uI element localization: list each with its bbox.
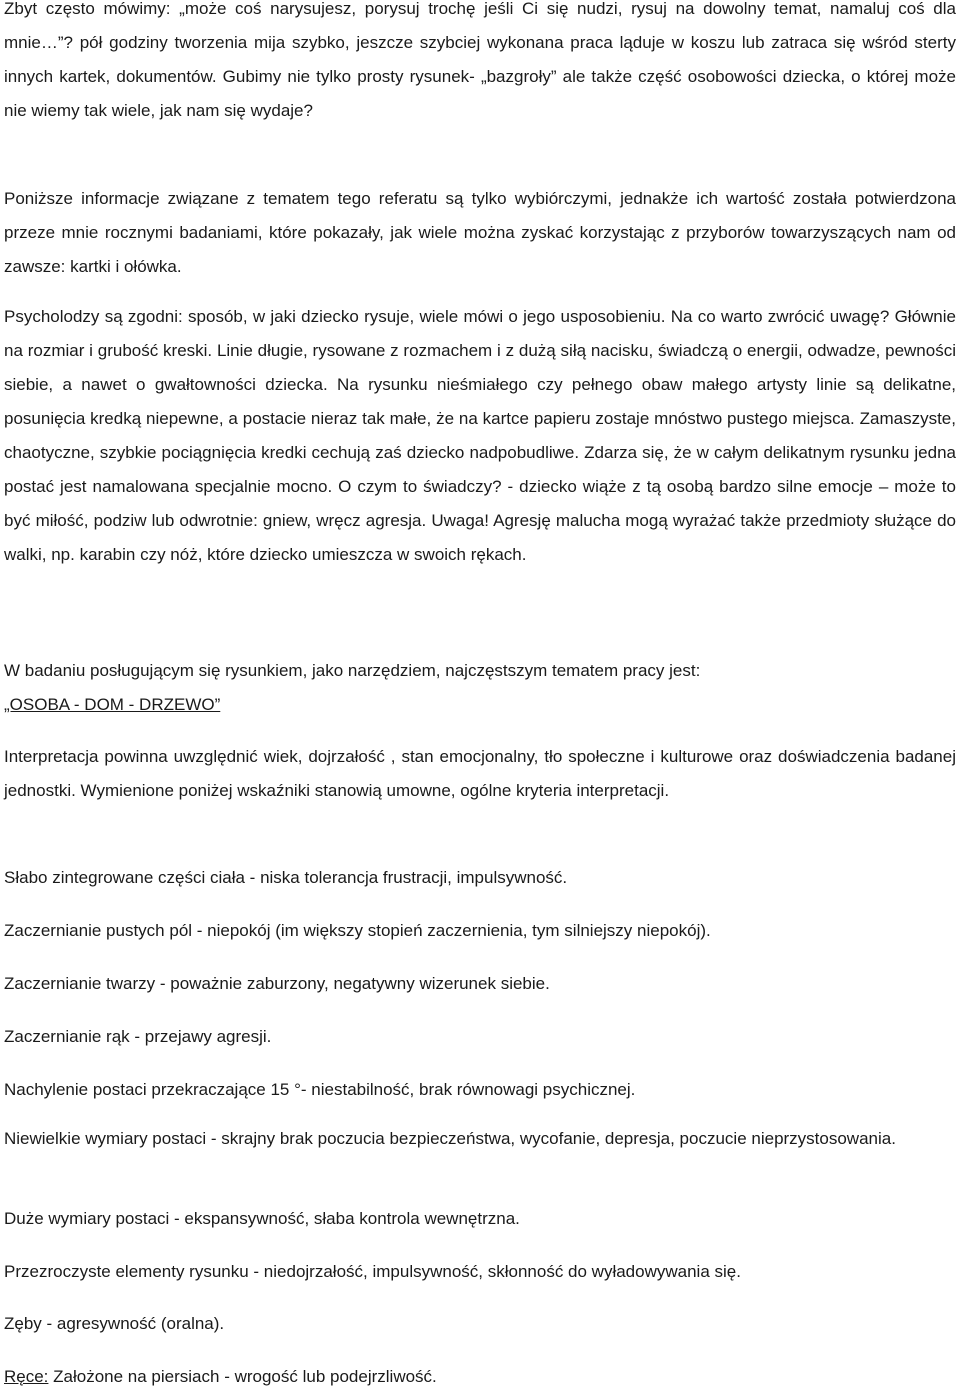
psychology-paragraph: Psycholodzy są zgodni: sposób, w jaki dziecko rysuje, wiele mówi o jego usposobieniu. Na co warto zwrócić uwagę? Głównie na rozmiar i grubość kreski. Linie długie, rysowane z rozmachem i z dużą siłą nacisku, świadczą o energii, odwadze, pewności siebie, a nawet o gwałtowności dziecka. Na rysunku nieśmiałego czy pełnego obaw małego artysty linie są delikatne, posunięcia kredką niepewne, a postacie nieraz tak małe, że na kartce papieru zostaje mnóstwo pustego miejsca. Zamaszyste, chaotyczne, szybkie pociągnięcia kredki cechują zaś dziecko nadpobudliwe. Zdarza się, że w całym delikatnym rysunku jedna postać jest namalowana specjalnie mocno. O czym to świadczy? - dziecko wiąże z tą osobą bardzo silne emocje – może to być miłość, podziw lub odwrotnie: gniew, wręcz agresja. Uwaga! Agresję malucha mogą wyrażać także przedmioty służące do walki, np. karabin czy nóż, które dziecko umieszcza w swoich rękach. [4,307,956,564]
indicator-label: Ręce: [4,1367,49,1386]
indicator-item: Słabo zintegrowane części ciała - niska tolerancja frustracji, impulsywność. [4,868,568,887]
study-topic: „OSOBA - DOM - DRZEWO” [4,695,221,714]
indicator-item: Duże wymiary postaci - ekspansywność, słaba kontrola wewnętrzna. [4,1209,520,1228]
interpretation-paragraph: Interpretacja powinna uwzględnić wiek, dojrzałość , stan emocjonalny, tło społeczne i kulturowe oraz doświadczenia badanej jednostki. Wymienione poniżej wskaźniki stanowią umowne, ogólne kryteria interpretacji. [4,747,956,800]
intro-paragraph: Zbyt często mówimy: „może coś narysujesz, porysuj trochę jeśli Ci się nudzi, rysuj na dowolny temat, namaluj coś dla mnie…”? pół godziny tworzenia mija szybko, jeszcze szybciej wykonana praca ląduje w koszu lub zatraca się wśród sterty innych kartek, dokumentów. Gubimy nie tylko prosty rysunek- „bazgroły” ale także część osobowości dziecka, o której może nie wiemy tak wiele, jak nam się wydaje? [4,0,956,120]
indicator-item: Zaczernianie pustych pól - niepokój (im większy stopień zaczernienia, tym silniejszy niepokój). [4,921,711,940]
indicator-item: Nachylenie postaci przekraczające 15 °- niestabilność, brak równowagi psychicznej. [4,1080,636,1099]
indicator-item: Przezroczyste elementy rysunku - niedojrzałość, impulsywność, skłonność do wyładowywania się. [4,1262,741,1281]
info-paragraph: Poniższe informacje związane z tematem tego referatu są tylko wybiórczymi, jednakże ich wartość została potwierdzona przeze mnie rocznymi badaniami, które pokazały, jak wiele można zyskać korzystając z przyborów towarzyszących nam od zawsze: kartki i ołówka. [4,189,956,276]
study-paragraph [4,654,956,722]
indicator-item: Niewielkie wymiary postaci - skrajny brak poczucia bezpieczeństwa, wycofanie, depresja, poczucie nieprzystosowania. [4,1129,896,1148]
indicator-item-hands [4,1360,956,1394]
indicator-item: Zaczernianie rąk - przejawy agresji. [4,1027,272,1046]
study-text: W badaniu posługującym się rysunkiem, jako narzędziem, najczęstszym tematem pracy jest: [4,661,701,680]
indicator-item: Zęby - agresywność (oralna). [4,1314,225,1333]
indicator-item: Zaczernianie twarzy - poważnie zaburzony, negatywny wizerunek siebie. [4,974,550,993]
indicator-text: Założone na piersiach - wrogość lub podejrzliwość. [48,1367,437,1386]
